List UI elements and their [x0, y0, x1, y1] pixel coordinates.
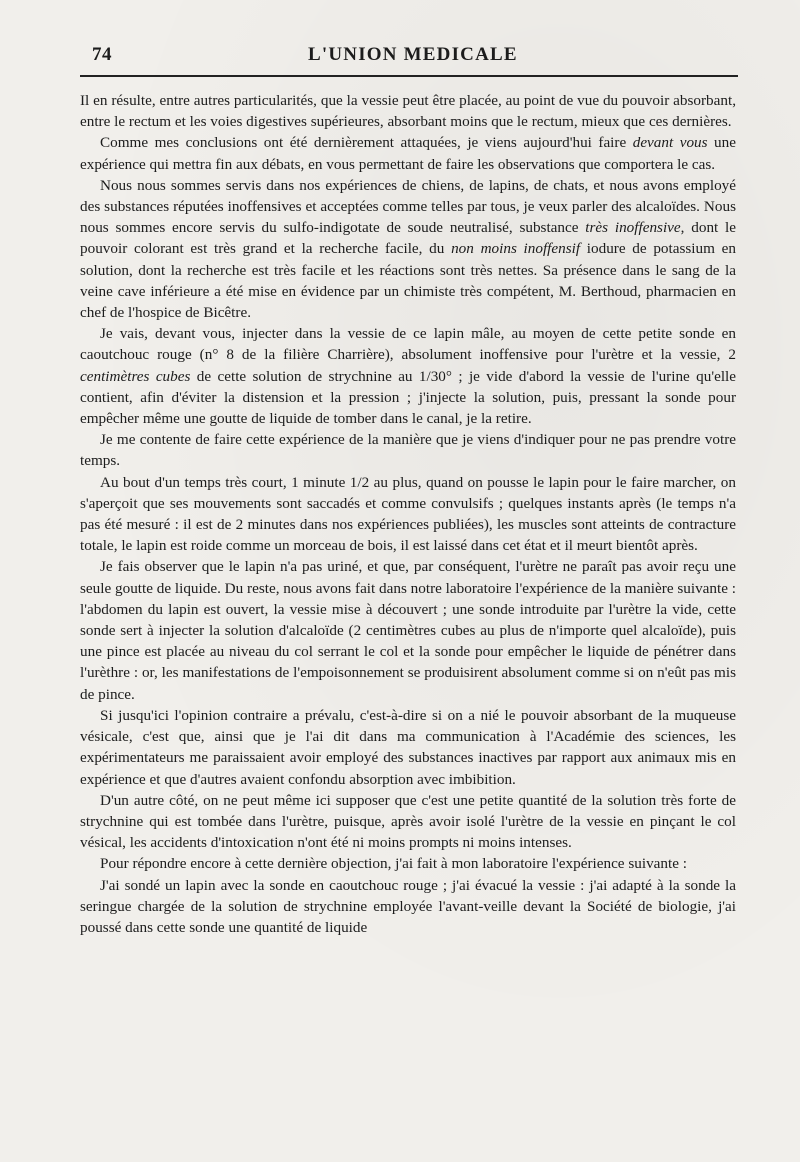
page-header [86, 44, 730, 74]
paragraph-7: Je fais observer que le lapin n'a pas uriné, et que, par conséquent, l'urètre ne paraît pas avoir reçu une seule goutte de liquide. Du reste, nous avons fait dans notre laboratoire l'expérience de la manière suivante : l'abdomen du lapin est ouvert, la vessie mise à découvert ; une sonde introduite par l'urètre la vide, cette sonde sert à injecter la solution d'alcaloïde (2 centimètres cubes au plus de n'importe quel alcaloïde), puis une pince est placée au niveau du col serrant le col et la sonde pour empêcher le liquide de pénétrer dans l'urèthre : or, les manifestations de l'empoisonnement se produisirent absolument comme si on n'eût pas mis de pince. [80, 558, 736, 703]
paragraph-6: Au bout d'un temps très court, 1 minute 1/2 au plus, quand on pousse le lapin pour le faire marcher, on s'aperçoit que ses mouvements sont saccadés et comme convulsifs ; quelques instants après (le temps n'a pas été mesuré : il est de 2 minutes dans nos expériences publiées), les muscles sont atteints de contracture totale, le lapin est roide comme un morceau de bois, il est laissé dans cet état et il meurt bientôt après. [80, 473, 736, 555]
paragraph-5: Je me contente de faire cette expérience de la manière que je viens d'indiquer pour ne pas prendre votre temps. [80, 431, 736, 470]
paragraph-3-text-a: Nous nous sommes servis dans nos expériences de chiens, de lapins, de chats, et nous avons employé des substances réputées inoffensives et acceptées comme telles par tous, je veux parler des alcaloïdes. Nous nous sommes encore servis du sulfo-indigotate de soude neutralisé, substance [80, 176, 736, 237]
paragraph-2-text-a: Comme mes conclusions ont été dernièrement attaquées, je viens aujourd'hui faire [100, 134, 633, 152]
paragraph-3-emphasis-2: non moins inoffensif [451, 240, 581, 258]
paragraph-2 [80, 132, 736, 174]
paragraph-4-emphasis: centimètres cubes [80, 367, 191, 385]
paragraph-4-text-b: de cette solution de strychnine au 1/30° ; je vide d'abord la vessie de l'urine qu'elle contient, afin d'éviter la distension et la pression ; j'injecte la solution, puis, pressant la sonde pour empêcher même une goutte de liquide de tomber dans le canal, je la retire. [80, 367, 736, 428]
paragraph-8: Si jusqu'ici l'opinion contraire a prévalu, c'est-à-dire si on a nié le pouvoir absorbant de la muqueuse vésicale, c'est que, ainsi que je l'ai dit dans ma communication à l'Académie des sciences, les expérimentateurs me paraissaient avoir employé des substances inactives par rapport aux animaux mis en expérience et que d'autres avaient confondu absorption avec imbibition. [80, 706, 736, 788]
running-title: L'UNION MEDICALE [308, 44, 518, 65]
paragraph-11: J'ai sondé un lapin avec la sonde en caoutchouc rouge ; j'ai évacué la vessie : j'ai adapté à la sonde la seringue chargée de la solution de strychnine employée l'avant-veille devant la Société de biologie, j'ai poussé dans cette sonde une quantité de liquide [80, 876, 736, 936]
paragraph-10: Pour répondre encore à cette dernière objection, j'ai fait à mon laboratoire l'expérience suivante : [100, 855, 687, 873]
paragraph-9: D'un autre côté, on ne peut même ici supposer que c'est une petite quantité de la solution très forte de strychnine qui est tombée dans l'urètre, puisque, après avoir isolé l'urètre de la vessie en pinçant le col vésical, les accidents d'intoxication n'ont été ni moins prompts ni moins intenses. [80, 791, 736, 852]
paragraph-2-text-b: une expérience qui mettra fin aux débats, en vous permettant de faire les observations que comportera le cas. [80, 134, 736, 173]
paragraph-2-emphasis: devant vous [632, 134, 708, 152]
header-rule [80, 75, 738, 77]
paragraph-3-text-b: , dont le pouvoir colorant est très grand et la recherche facile, du [80, 219, 737, 258]
body-text [80, 90, 736, 938]
paragraph-3-emphasis-1: très inoffensive [585, 219, 681, 237]
paragraph-3-text-c: iodure de potassium en solution, dont la recherche est très facile et les réactions sont très nettes. Sa présence dans le sang de la veine cave inférieure a été mise en évidence par un chimiste très compétent, M. Berthoud, pharmacien en chef de l'hospice de Bicêtre. [80, 240, 736, 322]
paragraph-3 [80, 175, 736, 323]
page-number: 74 [92, 44, 112, 65]
paragraph-4 [80, 323, 736, 429]
paragraph-1: Il en résulte, entre autres particularités, que la vessie peut être placée, au point de vue du pouvoir absorbant, entre le rectum et les voies digestives supérieures, absorbant moins que le rectum, mieux que ces dernières. [80, 92, 736, 131]
paragraph-4-text-a: Je vais, devant vous, injecter dans la vessie de ce lapin mâle, au moyen de cette petite sonde en caoutchouc rouge (n° 8 de la filière Charrière), absolument inoffensive pour l'urètre et la vessie, 2 [80, 325, 736, 364]
